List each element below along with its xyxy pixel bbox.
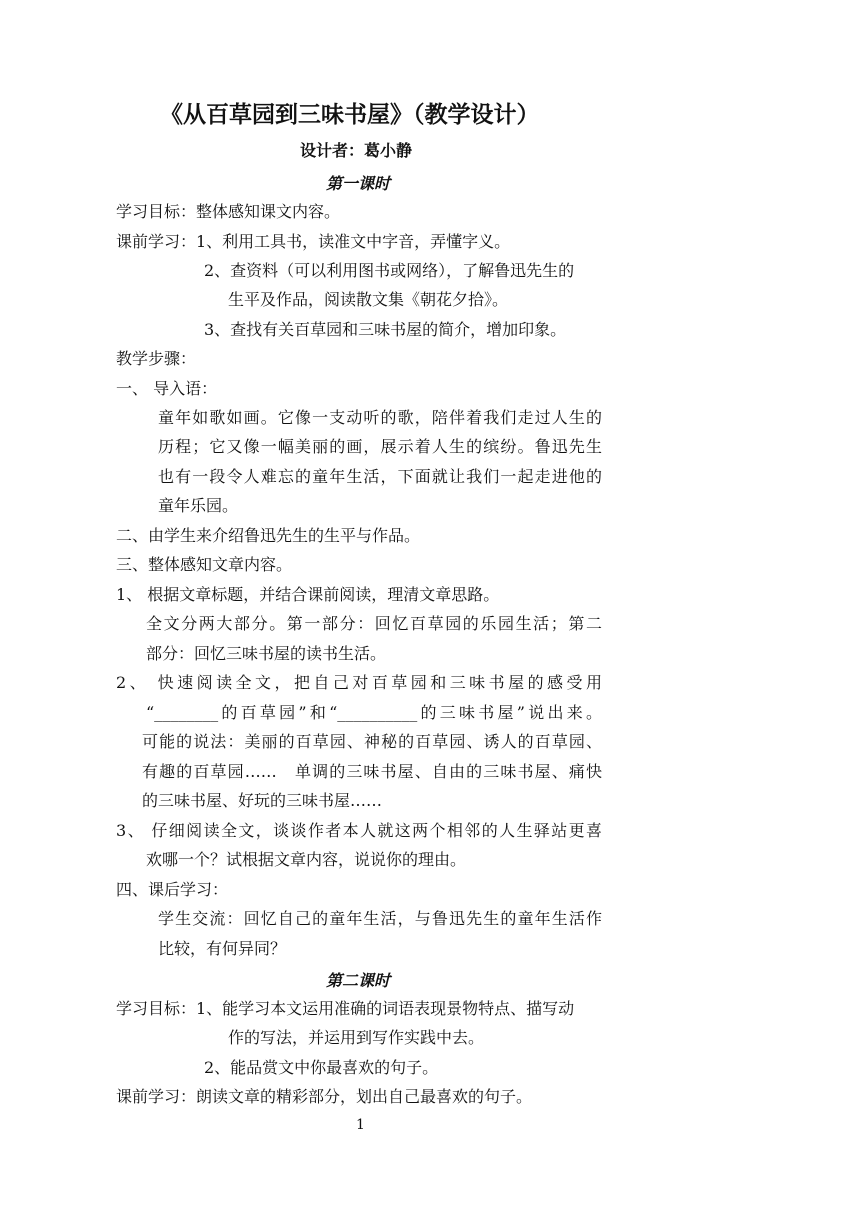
lesson-1-goal: 学习目标：整体感知课文内容。	[116, 202, 341, 221]
step-4-line-b: 比较，有何异同？	[158, 939, 287, 958]
step-1-heading: 一、 导入语：	[116, 379, 218, 398]
pre-study-3: 3、查找有关百草园和三味书屋的简介，增加印象。	[204, 320, 567, 339]
intro-line-3: 也有一段令人难忘的童年生活，下面就让我们一起走进他的	[158, 467, 602, 486]
page-number: 1	[356, 1117, 365, 1133]
item-1-line-a: 全文分两大部分。第一部分：回忆百草园的乐园生活；第二	[146, 614, 602, 633]
item-2-line-d: 有趣的百草园…… 单调的三味书屋、自由的三味书屋、痛快	[142, 762, 602, 781]
intro-line-2: 历程；它又像一幅美丽的画，展示着人生的缤纷。鲁迅先生	[158, 437, 602, 456]
author-line: 设计者：葛小静	[300, 141, 413, 160]
step-3-heading: 三、整体感知文章内容。	[116, 555, 293, 574]
item-3-line-b: 欢哪一个？试根据文章内容，说说你的理由。	[146, 850, 467, 869]
step-2-heading: 二、由学生来介绍鲁迅先生的生平与作品。	[116, 526, 421, 545]
item-1-line-b: 部分：回忆三味书屋的读书生活。	[146, 644, 387, 663]
lesson-2-heading: 第二课时	[326, 971, 391, 990]
lesson-2-pre-study: 课前学习：朗读文章的精彩部分，划出自己最喜欢的句子。	[116, 1087, 533, 1106]
item-2-line-c: 可能的说法：美丽的百草园、神秘的百草园、诱人的百草园、	[142, 732, 602, 751]
lesson-2-goal-2: 2、能品赏文中你最喜欢的句子。	[204, 1058, 439, 1077]
item-2-line-e: 的三味书屋、好玩的三味书屋……	[142, 791, 383, 810]
item-2: 2、 快速阅读全文，把自己对百草园和三味书屋的感受用	[116, 673, 602, 692]
item-1: 1、 根据文章标题，并结合课前阅读，理清文章思路。	[116, 585, 500, 604]
lesson-1-heading: 第一课时	[326, 174, 391, 193]
teaching-steps-label: 教学步骤：	[116, 349, 197, 368]
item-3: 3、 仔细阅读全文，谈谈作者本人就这两个相邻的人生驿站更喜	[116, 821, 602, 840]
pre-study-2b: 生平及作品，阅读散文集《朝花夕拾》。	[228, 290, 509, 309]
item-2-line-b: “________的百草园”和“__________的三味书屋”说出来。	[146, 703, 602, 722]
step-4-heading: 四、课后学习：	[116, 880, 229, 899]
pre-study-2a: 2、查资料（可以利用图书或网络），了解鲁迅先生的	[204, 261, 575, 280]
lesson-2-goal-1: 学习目标：1、能学习本文运用准确的词语表现景物特点、描写动	[116, 999, 575, 1018]
intro-line-4: 童年乐园。	[158, 496, 239, 515]
pre-study-1: 课前学习：1、利用工具书，读准文中字音，弄懂字义。	[116, 232, 511, 251]
document-title: 《从百草园到三味书屋》（教学设计）	[160, 102, 540, 128]
step-4-line-a: 学生交流：回忆自己的童年生活，与鲁迅先生的童年生活作	[158, 909, 602, 928]
intro-line-1: 童年如歌如画。它像一支动听的歌，陪伴着我们走过人生的	[158, 408, 602, 427]
lesson-2-goal-1b: 作的写法，并运用到写作实践中去。	[228, 1028, 485, 1047]
